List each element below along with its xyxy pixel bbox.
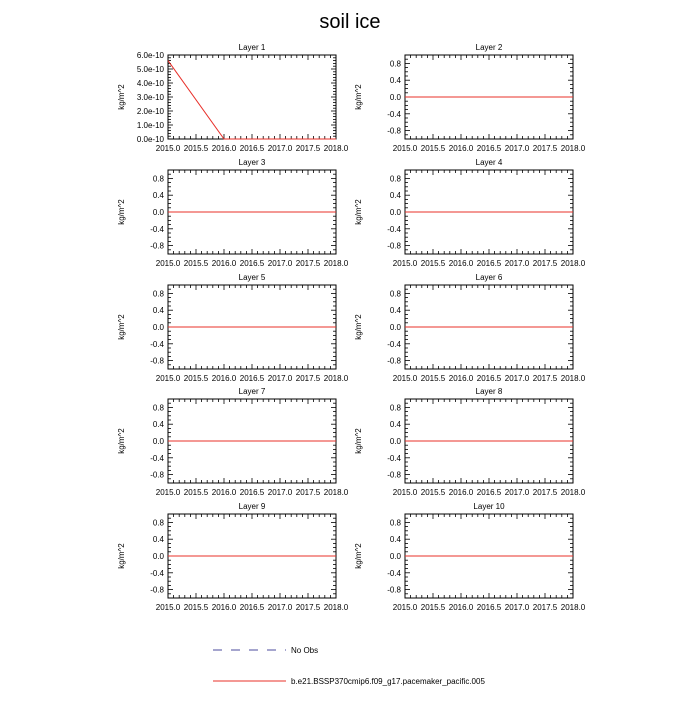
- y-tick-label-7: 0.8: [152, 403, 164, 413]
- x-tick-label-5: 2017.5: [295, 374, 321, 383]
- legend-run-label: b.e21.BSSP370cmip6.f09_g17.pacemaker_pacific.005: [291, 677, 485, 686]
- y-tick-label-5: 0.0: [152, 323, 164, 332]
- y-tick-label-10: 0.8: [389, 518, 401, 528]
- y-axis-label-3: kg/m^2: [117, 199, 126, 225]
- panel-title-8: Layer 8: [475, 387, 503, 396]
- y-tick-label-3: -0.8: [150, 241, 164, 251]
- x-tick-label-1: 2016.5: [239, 144, 265, 153]
- series-line-1-1: [168, 61, 336, 139]
- x-tick-label-6: 2016.0: [448, 374, 474, 383]
- x-tick-label-7: 2017.5: [295, 488, 321, 497]
- y-tick-label-10: 0.0: [389, 552, 401, 561]
- plot-frame-1: [168, 55, 336, 139]
- x-tick-label-3: 2016.0: [211, 259, 237, 268]
- x-tick-label-9: 2016.0: [211, 603, 237, 612]
- y-tick-label-5: -0.8: [150, 356, 164, 366]
- y-tick-label-6: -0.8: [387, 356, 401, 366]
- x-tick-label-1: 2015.5: [183, 144, 209, 153]
- x-tick-label-7: 2015.0: [155, 488, 181, 497]
- y-tick-label-10: 0.4: [389, 535, 401, 545]
- panel-layer-10: [354, 502, 586, 612]
- x-tick-label-6: 2018.0: [560, 374, 586, 383]
- x-tick-label-5: 2018.0: [323, 374, 349, 383]
- y-axis-label-10: kg/m^2: [354, 543, 363, 569]
- x-tick-label-4: 2015.5: [420, 259, 446, 268]
- y-tick-label-9: 0.8: [152, 518, 164, 528]
- y-tick-label-8: 0.4: [389, 420, 401, 430]
- x-tick-label-7: 2017.0: [267, 488, 293, 497]
- y-tick-label-8: -0.4: [387, 453, 401, 463]
- y-axis-label-7: kg/m^2: [117, 428, 126, 454]
- x-tick-label-2: 2016.0: [448, 144, 474, 153]
- x-tick-label-9: 2018.0: [323, 603, 349, 612]
- x-tick-label-3: 2018.0: [323, 259, 349, 268]
- panel-layer-6: [354, 273, 586, 383]
- x-tick-label-6: 2017.0: [504, 374, 530, 383]
- x-tick-label-9: 2017.5: [295, 603, 321, 612]
- y-tick-label-5: 0.4: [152, 306, 164, 316]
- y-tick-label-8: 0.0: [389, 437, 401, 446]
- y-axis-label-4: kg/m^2: [354, 199, 363, 225]
- panel-title-1: Layer 1: [238, 43, 266, 52]
- legend-no-obs-label: No Obs: [291, 646, 319, 655]
- y-tick-label-10: -0.4: [387, 568, 401, 578]
- x-tick-label-8: 2018.0: [560, 488, 586, 497]
- y-tick-label-5: 0.8: [152, 289, 164, 299]
- y-tick-label-9: -0.4: [150, 568, 164, 578]
- panel-title-9: Layer 9: [238, 502, 266, 511]
- x-tick-label-2: 2015.5: [420, 144, 446, 153]
- x-tick-label-7: 2016.0: [211, 488, 237, 497]
- x-tick-label-10: 2018.0: [560, 603, 586, 612]
- x-tick-label-3: 2015.0: [155, 259, 181, 268]
- y-tick-label-9: -0.8: [150, 585, 164, 595]
- x-tick-label-2: 2016.5: [476, 144, 502, 153]
- panel-layer-9: [117, 502, 349, 612]
- x-tick-label-7: 2016.5: [239, 488, 265, 497]
- panel-layer-1: [117, 43, 349, 153]
- panel-layer-7: [117, 387, 349, 497]
- y-tick-label-4: 0.8: [389, 174, 401, 184]
- x-tick-label-9: 2016.5: [239, 603, 265, 612]
- y-tick-label-7: -0.8: [150, 470, 164, 480]
- panel-layer-4: [354, 158, 586, 268]
- y-tick-label-4: 0.4: [389, 191, 401, 201]
- panel-title-4: Layer 4: [475, 158, 503, 167]
- x-tick-label-1: 2015.0: [155, 144, 181, 153]
- x-tick-label-4: 2018.0: [560, 259, 586, 268]
- y-tick-label-8: -0.8: [387, 470, 401, 480]
- x-tick-label-7: 2015.5: [183, 488, 209, 497]
- x-tick-label-10: 2017.0: [504, 603, 530, 612]
- y-tick-label-2: 0.0: [389, 93, 401, 102]
- x-tick-label-8: 2016.0: [448, 488, 474, 497]
- panel-layer-8: [354, 387, 586, 497]
- y-tick-label-8: 0.8: [389, 403, 401, 413]
- panel-title-6: Layer 6: [475, 273, 503, 282]
- panel-layer-3: [117, 158, 349, 268]
- y-tick-label-2: 0.8: [389, 59, 401, 69]
- x-tick-label-10: 2017.5: [532, 603, 558, 612]
- y-axis-label-1: kg/m^2: [117, 84, 126, 110]
- x-tick-label-6: 2015.5: [420, 374, 446, 383]
- x-tick-label-2: 2018.0: [560, 144, 586, 153]
- y-tick-label-1: 0.0e-10: [136, 135, 164, 144]
- x-tick-label-10: 2015.0: [392, 603, 418, 612]
- y-tick-label-9: 0.0: [152, 552, 164, 561]
- x-tick-label-5: 2017.0: [267, 374, 293, 383]
- figure-title: soil ice: [319, 11, 381, 33]
- y-tick-label-1: 2.0e-10: [136, 107, 164, 116]
- y-tick-label-4: 0.0: [389, 208, 401, 217]
- x-tick-label-2: 2015.0: [392, 144, 418, 153]
- x-tick-label-3: 2016.5: [239, 259, 265, 268]
- x-tick-label-7: 2018.0: [323, 488, 349, 497]
- panel-title-2: Layer 2: [475, 43, 503, 52]
- panel-layer-5: [117, 273, 349, 383]
- x-tick-label-5: 2015.0: [155, 374, 181, 383]
- y-tick-label-6: -0.4: [387, 339, 401, 349]
- panel-title-5: Layer 5: [238, 273, 266, 282]
- y-axis-label-9: kg/m^2: [117, 543, 126, 569]
- x-tick-label-4: 2017.0: [504, 259, 530, 268]
- y-axis-label-5: kg/m^2: [117, 314, 126, 340]
- y-tick-label-7: 0.4: [152, 420, 164, 430]
- y-tick-label-2: 0.4: [389, 76, 401, 86]
- x-tick-label-6: 2017.5: [532, 374, 558, 383]
- x-tick-label-10: 2016.0: [448, 603, 474, 612]
- x-tick-label-5: 2016.5: [239, 374, 265, 383]
- y-tick-label-10: -0.8: [387, 585, 401, 595]
- x-tick-label-9: 2017.0: [267, 603, 293, 612]
- y-tick-label-1: 5.0e-10: [136, 65, 164, 74]
- x-tick-label-4: 2017.5: [532, 259, 558, 268]
- x-tick-label-8: 2015.5: [420, 488, 446, 497]
- panel-title-10: Layer 10: [473, 502, 505, 511]
- y-tick-label-9: 0.4: [152, 535, 164, 545]
- panel-title-3: Layer 3: [238, 158, 266, 167]
- y-tick-label-1: 4.0e-10: [136, 79, 164, 88]
- x-tick-label-1: 2016.0: [211, 144, 237, 153]
- x-tick-label-9: 2015.0: [155, 603, 181, 612]
- y-axis-label-6: kg/m^2: [354, 314, 363, 340]
- x-tick-label-1: 2017.5: [295, 144, 321, 153]
- x-tick-label-8: 2015.0: [392, 488, 418, 497]
- y-tick-label-3: 0.0: [152, 208, 164, 217]
- panels-group: [117, 43, 586, 612]
- panel-layer-2: [354, 43, 586, 153]
- x-tick-label-8: 2017.5: [532, 488, 558, 497]
- y-tick-label-5: -0.4: [150, 339, 164, 349]
- x-tick-label-10: 2015.5: [420, 603, 446, 612]
- y-tick-label-4: -0.4: [387, 224, 401, 234]
- legend: [213, 646, 485, 686]
- x-tick-label-2: 2017.5: [532, 144, 558, 153]
- x-tick-label-4: 2015.0: [392, 259, 418, 268]
- y-axis-label-2: kg/m^2: [354, 84, 363, 110]
- x-tick-label-3: 2017.0: [267, 259, 293, 268]
- x-tick-label-6: 2016.5: [476, 374, 502, 383]
- x-tick-label-9: 2015.5: [183, 603, 209, 612]
- x-tick-label-3: 2017.5: [295, 259, 321, 268]
- y-tick-label-3: 0.8: [152, 174, 164, 184]
- y-tick-label-4: -0.8: [387, 241, 401, 251]
- x-tick-label-10: 2016.5: [476, 603, 502, 612]
- y-tick-label-3: -0.4: [150, 224, 164, 234]
- y-tick-label-6: 0.0: [389, 323, 401, 332]
- x-tick-label-3: 2015.5: [183, 259, 209, 268]
- panel-title-7: Layer 7: [238, 387, 266, 396]
- x-tick-label-6: 2015.0: [392, 374, 418, 383]
- x-tick-label-8: 2016.5: [476, 488, 502, 497]
- x-tick-label-4: 2016.5: [476, 259, 502, 268]
- x-tick-label-1: 2017.0: [267, 144, 293, 153]
- y-tick-label-6: 0.4: [389, 306, 401, 316]
- y-tick-label-7: 0.0: [152, 437, 164, 446]
- x-tick-label-2: 2017.0: [504, 144, 530, 153]
- x-tick-label-8: 2017.0: [504, 488, 530, 497]
- x-tick-label-4: 2016.0: [448, 259, 474, 268]
- y-tick-label-7: -0.4: [150, 453, 164, 463]
- x-tick-label-5: 2015.5: [183, 374, 209, 383]
- y-tick-label-2: -0.4: [387, 109, 401, 119]
- x-tick-label-5: 2016.0: [211, 374, 237, 383]
- y-tick-label-1: 6.0e-10: [136, 51, 164, 60]
- y-tick-label-3: 0.4: [152, 191, 164, 201]
- y-tick-label-2: -0.8: [387, 126, 401, 136]
- y-axis-label-8: kg/m^2: [354, 428, 363, 454]
- x-tick-label-1: 2018.0: [323, 144, 349, 153]
- y-tick-label-1: 1.0e-10: [136, 121, 164, 130]
- y-tick-label-1: 3.0e-10: [136, 93, 164, 102]
- y-tick-label-6: 0.8: [389, 289, 401, 299]
